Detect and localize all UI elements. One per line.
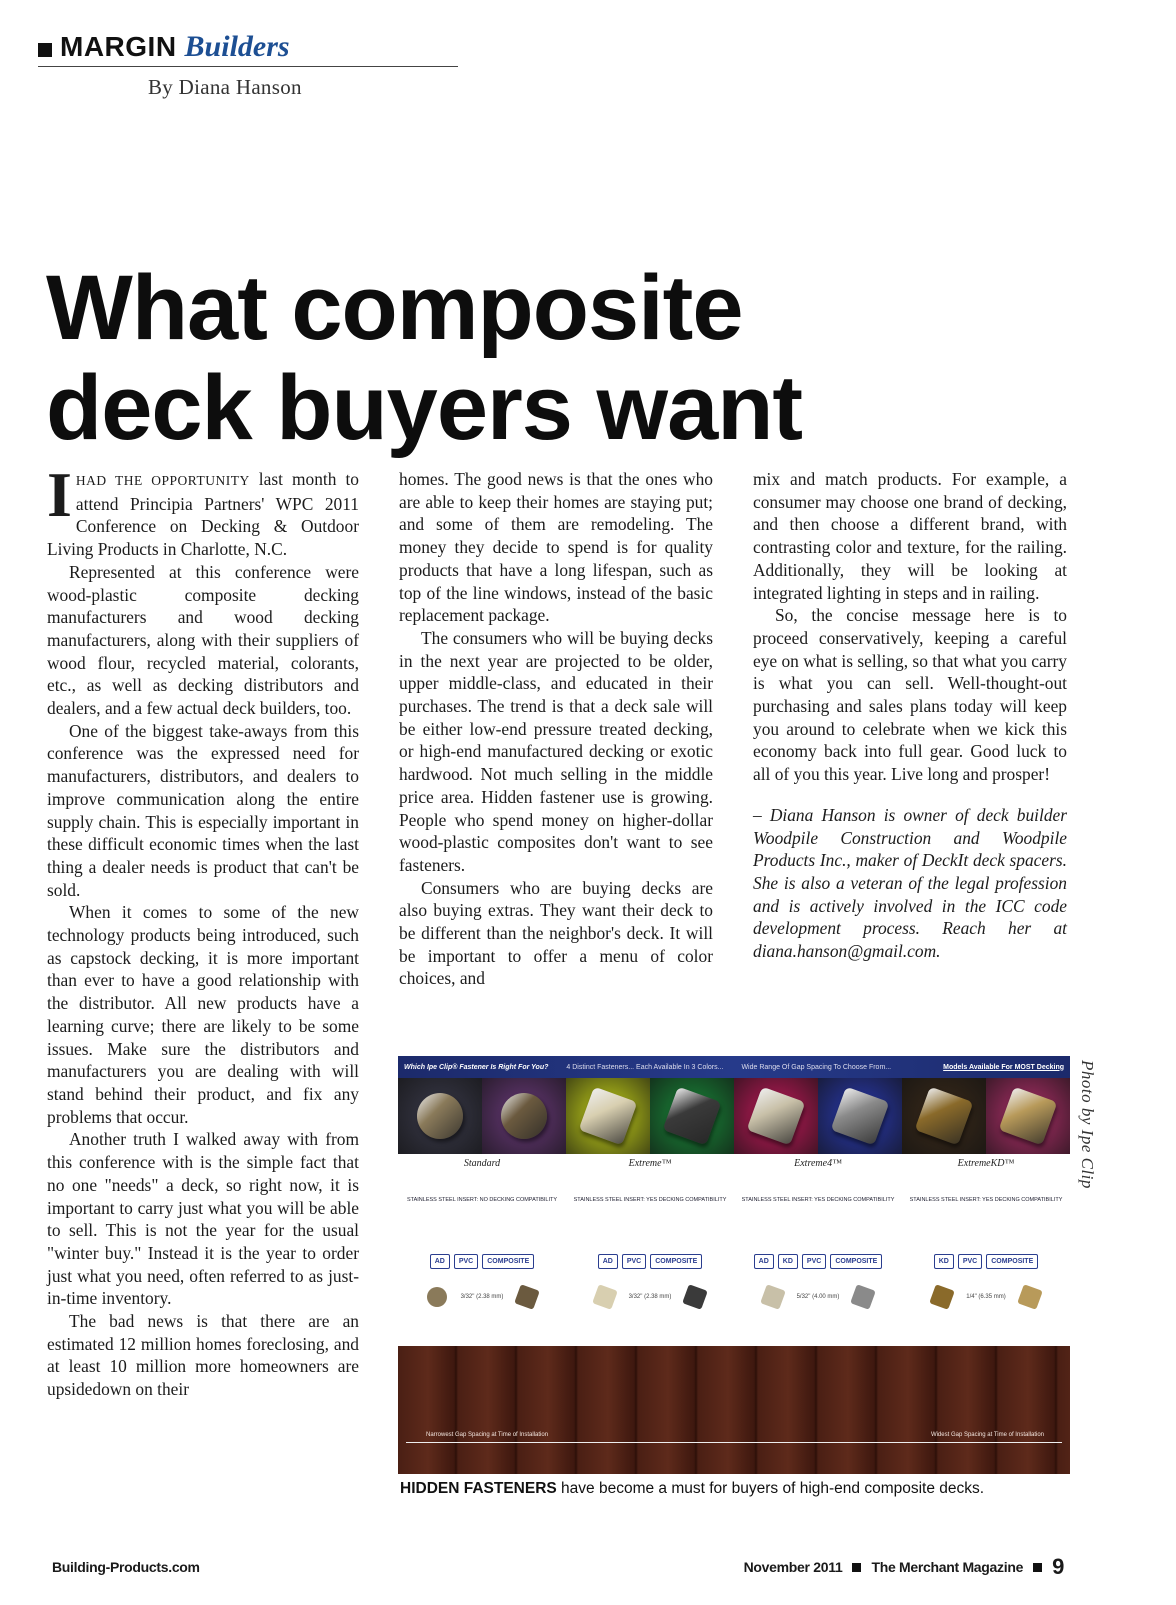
- paragraph-continued: homes. The good news is that the ones who are able to keep their homes are staying put; and some of them are remodeling. The money they decide to spend is for quality products that have a long lifespan, such as top of the line windows, instead of the basic replacement package.: [399, 469, 713, 626]
- compatibility-heading: STAINLESS STEEL INSERT: YES DECKING COMPATIBILITY: [573, 1197, 727, 1203]
- gap-sizes: [398, 1276, 1070, 1318]
- fastener-clip-icon: [663, 1087, 722, 1146]
- lead-smallcaps: HAD THE OPPORTUNITY: [75, 473, 250, 488]
- deck-label-left: Narrowest Gap Spacing at Time of Installation: [426, 1432, 549, 1438]
- paragraph: The consumers who will be buying decks in the next year are projected to be older, upper middle-class, and educated in their purchases. The trend is that a deck sale will be either low-end pressure treated decking, or high-end manufactured decking or exotic hardwood. Not much selling in the middle price area. Hidden fastener use is growing. People who spend money on higher-dollar wood-plastic composites don't want to see fasteners.: [399, 627, 713, 875]
- fastener-swatch: [482, 1078, 566, 1154]
- fastener-swatch: [566, 1078, 650, 1154]
- fastener-clip-icon: [579, 1087, 638, 1146]
- compatibility-heading: STAINLESS STEEL INSERT: YES DECKING COMPATIBILITY: [909, 1197, 1063, 1203]
- figure-topbar-link: Models Available For MOST Decking: [943, 1063, 1064, 1071]
- gap-size-label: 1/4" (6.35 mm): [966, 1294, 1006, 1300]
- fastener-mini-icon: [592, 1284, 618, 1310]
- compatibility-heading: STAINLESS STEEL INSERT: YES DECKING COMPATIBILITY: [741, 1197, 895, 1203]
- badge: AD: [754, 1254, 774, 1269]
- compatibility-heading: STAINLESS STEEL INSERT: NO DECKING COMPATIBILITY: [406, 1197, 558, 1203]
- badge: PVC: [958, 1254, 982, 1269]
- compatibility-badges: [398, 1246, 1070, 1276]
- fastener-mini-icon: [683, 1284, 709, 1310]
- paragraph: When it comes to some of the new technology products being introduced, such as capstock decking, it is more important than ever to have a good relationship with the distributor. All new products have a learning curve; there are likely to be some issues. Make sure the distributors and manufacturers you are dealing with will stand behind their product, and fix any problems that occur.: [47, 902, 359, 1127]
- fastener-swatch: [818, 1078, 902, 1154]
- gap-size-label: 3/32" (2.38 mm): [460, 1294, 504, 1300]
- fastener-mini-icon: [1017, 1284, 1043, 1310]
- figure-topbar-text: 4 Distinct Fasteners... Each Available In 3 Colors...: [566, 1063, 724, 1071]
- section-header-bar: [38, 30, 458, 67]
- fastener-swatch: [398, 1078, 482, 1154]
- article-column-2: [399, 468, 713, 990]
- product-label: [734, 1158, 902, 1246]
- figure-topbar-text: Wide Range Of Gap Spacing To Choose From...: [741, 1063, 892, 1071]
- author-bio: – Diana Hanson is owner of deck builder Woodpile Construction and Woodpile Products Inc., maker of DeckIt deck spacers. She is also a veteran of the legal profession and is actively involved in the ICC code development process. Reach her at diana.hanson@gmail.com.: [753, 804, 1067, 962]
- fastener-clip-icon: [417, 1093, 463, 1139]
- square-bullet-icon: [852, 1563, 861, 1572]
- figure-caption: [400, 1480, 984, 1498]
- section-name: MARGIN: [60, 31, 177, 62]
- badge: COMPOSITE: [830, 1254, 882, 1269]
- figure-top-bar: [398, 1056, 1070, 1078]
- square-bullet-icon: [1033, 1563, 1042, 1572]
- gap-size: [398, 1276, 566, 1318]
- lead-paragraph: [47, 459, 359, 561]
- deck-boards-image: [398, 1346, 1070, 1474]
- lead-text: last month to attend Principia Partners' WPC 2011 Conference on Decking & Outdoor Living Products in Charlotte, N.C.: [47, 469, 359, 560]
- fastener-mini-icon: [515, 1284, 541, 1310]
- caption-text: have become a must for buyers of high-end composite decks.: [556, 1480, 985, 1497]
- article-column-1: [47, 459, 359, 1401]
- product-name: Standard: [463, 1158, 501, 1169]
- headline: [46, 258, 1106, 458]
- paragraph: One of the biggest take-aways from this conference was the expressed need for manufacturers, distributors, and dealers to improve communication along the entire supply chain. This is especially important in these difficult economic times when the last thing a dealer needs is product that can't be sold.: [47, 720, 359, 900]
- product-label: [902, 1158, 1070, 1246]
- gap-size: [734, 1276, 902, 1318]
- section-header: [38, 30, 458, 100]
- page-number: 9: [1052, 1554, 1064, 1579]
- badge: COMPOSITE: [650, 1254, 702, 1269]
- square-bullet-icon: [38, 43, 52, 57]
- fastener-swatch: [734, 1078, 818, 1154]
- fastener-clip-icon: [915, 1087, 974, 1146]
- byline: By Diana Hanson: [148, 75, 302, 99]
- gap-range-arrow: [406, 1442, 1062, 1443]
- headline-line-1: What composite: [46, 257, 743, 359]
- figure-topbar-title: Which Ipe Clip® Fastener Is Right For You?: [404, 1063, 549, 1071]
- badge: COMPOSITE: [986, 1254, 1038, 1269]
- article-column-3: [753, 468, 1067, 963]
- badge-group: [398, 1246, 566, 1276]
- fastener-mini-icon: [851, 1284, 877, 1310]
- gap-size: [902, 1276, 1070, 1318]
- fastener-clip-icon: [747, 1087, 806, 1146]
- badge: AD: [598, 1254, 618, 1269]
- fastener-clip-icon: [831, 1087, 890, 1146]
- product-name: Extreme™: [628, 1158, 672, 1169]
- footer-date: November 2011: [743, 1559, 843, 1575]
- product-labels: [398, 1154, 1070, 1246]
- product-label: [398, 1158, 566, 1246]
- fastener-swatch: [650, 1078, 734, 1154]
- paragraph: The bad news is that there are an estimated 12 million homes foreclosing, and at least 10 million more homeowners are upsidedown on their: [47, 1311, 359, 1400]
- fastener-swatches: [398, 1078, 1070, 1154]
- paragraph: Another truth I walked away with from this conference with is the simple fact that no one "needs" a deck, so right now, it is important to carry just what you will be able to sell. This is not the year for the usual "winter buy." Instead it is the year to order just what you need, often referred to as just-in-time inventory.: [47, 1129, 359, 1309]
- photo-credit: Photo by Ipe Clip: [1078, 1060, 1097, 1189]
- badge-group: [566, 1246, 734, 1276]
- product-figure: [398, 1056, 1070, 1474]
- paragraph: Represented at this conference were wood-plastic composite decking manufacturers and wood decking manufacturers, along with their suppliers of wood flour, recycled material, colorants, etc., as well as decking distributors and dealers, and a few actual deck builders, too.: [47, 561, 359, 719]
- gap-size: [566, 1276, 734, 1318]
- badge-group: [734, 1246, 902, 1276]
- gap-size-label: 5/32" (4.00 mm): [796, 1294, 840, 1300]
- badge: AD: [430, 1254, 450, 1269]
- deck-label-right: Widest Gap Spacing at Time of Installation: [930, 1432, 1044, 1438]
- badge: KD: [934, 1254, 954, 1269]
- paragraph: Consumers who are buying decks are also buying extras. They want their deck to be different than the neighbor's deck. It will be important to offer a menu of color choices, and: [399, 877, 713, 989]
- fastener-mini-icon: [427, 1287, 447, 1307]
- badge: PVC: [802, 1254, 826, 1269]
- headline-line-2: deck buyers want: [46, 357, 803, 459]
- badge-group: [902, 1246, 1070, 1276]
- product-name: Extreme4™: [794, 1158, 842, 1169]
- product-label: [566, 1158, 734, 1246]
- fastener-swatch: [986, 1078, 1070, 1154]
- badge: PVC: [622, 1254, 646, 1269]
- caption-bold: HIDDEN FASTENERS: [400, 1480, 557, 1497]
- section-accent: Builders: [184, 30, 290, 63]
- badge: PVC: [454, 1254, 478, 1269]
- fastener-swatch: [902, 1078, 986, 1154]
- paragraph-continued: mix and match products. For example, a consumer may choose one brand of decking, and then choose a different brand, with contrasting color and texture, for the railing. Additionally, they will be looking at integrated lighting in steps and in railing.: [753, 469, 1067, 603]
- paragraph: So, the concise message here is to proceed conservatively, keeping a careful eye on what is selling, so that what you carry is what you can sell. Well-thought-out purchasing and sales plans today will keep you around to celebrate when we kick this economy back into full gear. Good luck to all of you this year. Live long and prosper!: [753, 605, 1067, 785]
- fastener-mini-icon: [929, 1284, 955, 1310]
- product-name: ExtremeKD™: [957, 1158, 1015, 1169]
- gap-size-label: 3/32" (2.38 mm): [628, 1294, 672, 1300]
- fastener-clip-icon: [999, 1087, 1058, 1146]
- drop-cap: I: [47, 459, 72, 530]
- footer-info: [744, 1554, 1064, 1580]
- badge: COMPOSITE: [482, 1254, 534, 1269]
- fastener-mini-icon: [760, 1284, 786, 1310]
- fastener-clip-icon: [501, 1093, 547, 1139]
- footer-website: Building-Products.com: [52, 1559, 200, 1575]
- footer-magazine: The Merchant Magazine: [871, 1559, 1024, 1575]
- badge: KD: [778, 1254, 798, 1269]
